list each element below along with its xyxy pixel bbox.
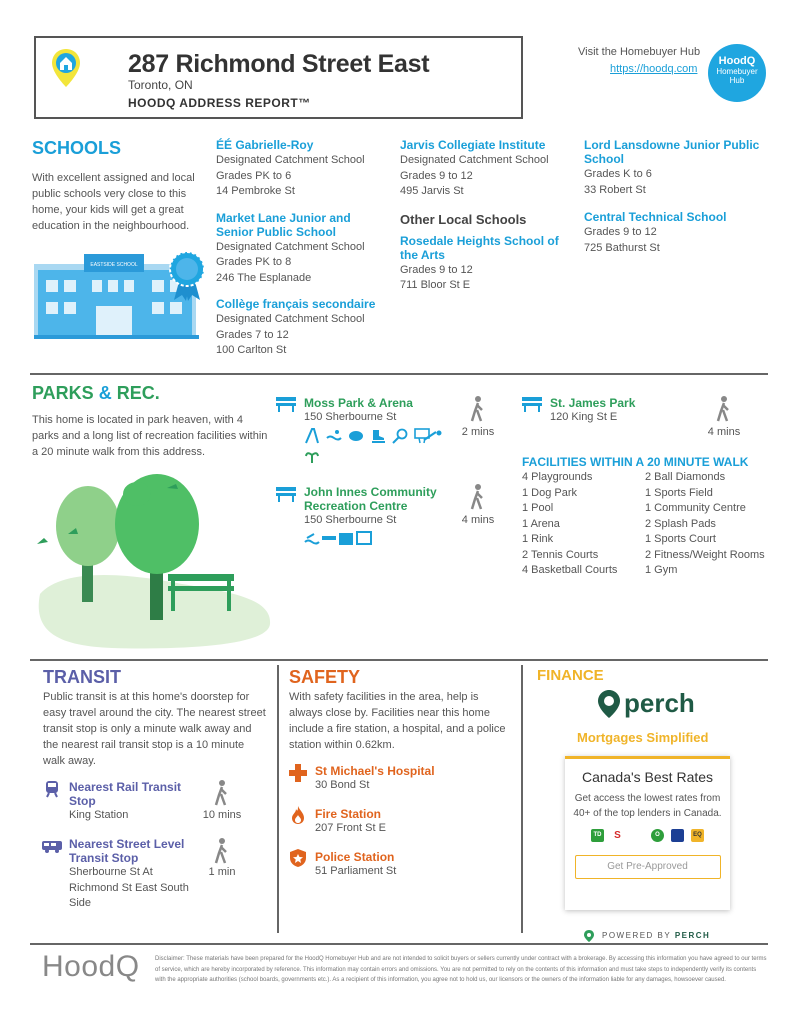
school-name[interactable]: Rosedale Heights School of the Arts bbox=[400, 233, 559, 262]
swim-icon bbox=[304, 530, 320, 546]
baseball-icon bbox=[422, 428, 444, 444]
facility-item: 2 Tennis Courts bbox=[522, 548, 599, 561]
school-grades: Grades 7 to 12 bbox=[216, 328, 289, 341]
transit-stop-name[interactable]: Nearest Rail Transit Stop bbox=[69, 780, 182, 808]
safety-place-name[interactable]: St Michael's Hospital bbox=[315, 764, 435, 778]
td-logo-icon: TD bbox=[591, 829, 604, 842]
facility-item: 1 Gym bbox=[645, 564, 678, 576]
hub-badge-line2: Homebuyer bbox=[716, 67, 758, 76]
community-centre-icon bbox=[338, 530, 354, 546]
park-bench-icon bbox=[276, 486, 296, 502]
walking-person-icon bbox=[470, 396, 486, 422]
school-address: 33 Robert St bbox=[584, 183, 646, 196]
walk-time: 2 mins bbox=[461, 426, 495, 438]
school-grades: Grades PK to 8 bbox=[216, 256, 292, 268]
school-entry bbox=[216, 211, 391, 287]
lender-logos bbox=[565, 829, 730, 842]
powered-brand: PERCH bbox=[674, 931, 711, 940]
safety-place-name[interactable]: Fire Station bbox=[315, 807, 382, 821]
police-badge-icon bbox=[290, 849, 306, 867]
school-address: 711 Bloor St E bbox=[400, 279, 471, 291]
walk-time: 4 mins bbox=[461, 514, 495, 526]
park-facility-icons bbox=[304, 530, 374, 546]
skate-icon bbox=[370, 428, 386, 444]
facility-item: 1 Community Centre bbox=[645, 502, 746, 514]
eq-bank-logo-icon: EQ bbox=[691, 829, 704, 842]
park-name[interactable]: St. James Park bbox=[550, 396, 636, 410]
school-entry bbox=[216, 138, 391, 200]
footer-divider bbox=[30, 943, 768, 945]
bus-icon bbox=[42, 840, 62, 854]
finance-tagline: Mortgages Simplified bbox=[577, 730, 709, 745]
park-address: 150 Sherbourne St bbox=[304, 514, 397, 526]
transit-stop-address: King Station bbox=[69, 809, 129, 821]
schools-column-1 bbox=[216, 138, 391, 359]
rates-card-description: Get access the lowest rates from 40+ of the top lenders in Canada. bbox=[573, 793, 722, 819]
powered-by-perch bbox=[602, 931, 710, 940]
school-designation: Designated Catchment School bbox=[216, 313, 365, 325]
facility-item: 4 Basketball Courts bbox=[522, 564, 618, 576]
transit-stop-name[interactable]: Nearest Street Level Transit Stop bbox=[69, 837, 185, 865]
desjardins-logo-icon: O bbox=[651, 829, 664, 842]
facility-item: 1 Rink bbox=[522, 533, 554, 545]
school-designation: Designated Catchment School bbox=[216, 154, 365, 166]
walking-person-icon bbox=[716, 396, 732, 422]
school-entry bbox=[400, 138, 570, 200]
facility-item: 2 Splash Pads bbox=[645, 517, 716, 530]
hospital-cross-icon bbox=[289, 764, 307, 782]
facilities-list-2 bbox=[645, 470, 765, 579]
school-grades: Grades 9 to 12 bbox=[400, 169, 473, 182]
homebuyer-hub-badge[interactable] bbox=[708, 44, 766, 102]
parks-description: This home is located in park heaven, with 4 parks and a long list of recreation facilities within a 20 minute walk from this address. bbox=[32, 414, 268, 458]
park-name[interactable]: Moss Park & Arena bbox=[304, 396, 413, 410]
rates-card-title: Canada's Best Rates bbox=[581, 769, 714, 785]
park-name[interactable]: John Innes Community Recreation Centre bbox=[304, 485, 437, 513]
playground-icon bbox=[304, 428, 320, 444]
award-ribbon-icon bbox=[168, 250, 206, 302]
transit-description: Public transit is at this home's doorstep for easy travel around the city. The nearest street transit stop is only a minute walk away and the nearest rail transit stop is a 10 minute walk away. bbox=[43, 691, 266, 767]
walk-time: 4 mins bbox=[707, 426, 741, 438]
walking-person-icon bbox=[214, 780, 230, 806]
school-designation: Designated Catchment School bbox=[216, 240, 365, 253]
transit-stop-address: Sherbourne St At Richmond St East South Side bbox=[69, 866, 189, 909]
arena-icon bbox=[348, 428, 364, 444]
park-trees-illustration bbox=[32, 474, 277, 650]
perch-small-pin-icon bbox=[584, 930, 594, 942]
school-name[interactable]: Market Lane Junior and Senior Public School bbox=[216, 210, 351, 239]
safety-place-address: 30 Bond St bbox=[315, 779, 370, 791]
hub-link[interactable]: https://hoodq.com bbox=[610, 63, 698, 75]
facility-item: 1 Pool bbox=[522, 502, 554, 514]
schools-column-2 bbox=[400, 138, 570, 294]
section-divider bbox=[30, 659, 768, 661]
fire-icon bbox=[291, 806, 305, 824]
finance-title: FINANCE bbox=[537, 667, 604, 684]
splash-pad-icon bbox=[304, 448, 320, 464]
tennis-icon bbox=[392, 428, 408, 444]
facility-item: 1 Sports Court bbox=[645, 533, 716, 545]
schools-column-3 bbox=[584, 138, 764, 256]
safety-title: SAFETY bbox=[289, 667, 361, 687]
facilities-title: FACILITIES WITHIN A 20 MINUTE WALK bbox=[522, 455, 749, 469]
perch-rates-card bbox=[565, 756, 730, 910]
school-grades: Grades K to 6 bbox=[584, 168, 652, 180]
safety-place-address: 51 Parliament St bbox=[315, 865, 397, 877]
school-name[interactable]: Collège français secondaire bbox=[216, 297, 376, 311]
facility-item: 4 Playgrounds bbox=[522, 471, 593, 483]
schools-description: With excellent assigned and local public schools very close to this home, your kids will get a great education in the neighbourhood. bbox=[32, 172, 195, 232]
school-grades: Grades PK to 6 bbox=[216, 169, 292, 182]
safety-place-address: 207 Front St E bbox=[315, 822, 386, 834]
school-name[interactable]: Central Technical School bbox=[584, 210, 727, 224]
school-grades: Grades 9 to 12 bbox=[400, 263, 473, 276]
hoodq-logo[interactable]: HoodQ bbox=[42, 950, 140, 983]
school-entry bbox=[216, 297, 391, 359]
facility-item: 2 Ball Diamonds bbox=[645, 471, 726, 483]
property-city: Toronto, ON bbox=[128, 78, 193, 92]
facility-item: 2 Fitness/Weight Rooms bbox=[645, 548, 765, 561]
parks-title-part2: REC. bbox=[116, 383, 160, 403]
school-name[interactable]: Jarvis Collegiate Institute bbox=[400, 138, 546, 152]
disclaimer-text: Disclaimer: These materials have been prepared for the HoodQ Homebuyer Hub and are not intended to solicit buyers or sellers currently under contract with a brokerage. By accessing this information you have agreed to our terms of service, which are hereby incorporated by reference. This information may contain errors and omissions. You are not permitted to rely on the contents of this information and must take steps to independently verify its contents with the appropriate authorities (school boards, governments etc.). As a recipient of this information, you agree not to hold us, our licensors or the owners of the information liable for any damages, howsoever caused. bbox=[155, 956, 767, 983]
park-address: 150 Sherbourne St bbox=[304, 411, 397, 423]
bmo-logo-icon bbox=[671, 829, 684, 842]
facilities-list-1 bbox=[522, 470, 617, 579]
school-address: 100 Carlton St bbox=[216, 344, 287, 356]
column-divider bbox=[277, 665, 279, 933]
safety-place-name[interactable]: Police Station bbox=[315, 850, 395, 864]
school-entry bbox=[400, 234, 570, 294]
hub-badge-brand: HoodQ bbox=[718, 55, 756, 67]
powered-label: POWERED BY bbox=[602, 931, 672, 940]
fitness-icon bbox=[322, 530, 336, 546]
home-pin-icon bbox=[50, 48, 82, 88]
parks-title-amp: & bbox=[93, 383, 117, 403]
facility-item: 1 Arena bbox=[522, 517, 560, 530]
transit-title: TRANSIT bbox=[43, 667, 121, 687]
facility-item: 1 Sports Field bbox=[645, 486, 713, 499]
gym-icon bbox=[356, 530, 372, 546]
park-address: 120 King St E bbox=[550, 411, 618, 423]
safety-description: With safety facilities in the area, help is always close by. Facilities near this home include a fire station, a hospital, and a police station within 0.62km. bbox=[289, 691, 506, 751]
park-bench-icon bbox=[276, 396, 296, 412]
schools-title: SCHOOLS bbox=[32, 138, 122, 158]
perch-brand: perch bbox=[624, 688, 695, 718]
school-sign-text: EASTSIDE SCHOOL bbox=[90, 262, 138, 268]
hub-badge-line3: Hub bbox=[729, 76, 745, 85]
column-divider bbox=[521, 665, 523, 933]
school-address: 246 The Esplanade bbox=[216, 271, 312, 284]
walking-person-icon bbox=[470, 484, 486, 510]
report-title: HOODQ ADDRESS REPORT™ bbox=[128, 96, 311, 110]
cibc-logo-icon bbox=[631, 829, 644, 842]
school-designation: Designated Catchment School bbox=[400, 154, 549, 166]
scotiabank-logo-icon: S bbox=[611, 829, 624, 842]
get-pre-approved-button[interactable]: Get Pre-Approved bbox=[575, 855, 721, 879]
school-address: 14 Pembroke St bbox=[216, 185, 295, 197]
school-name[interactable]: ÉÉ Gabrielle-Roy bbox=[216, 138, 314, 152]
facility-item: 1 Dog Park bbox=[522, 486, 578, 499]
walking-person-icon bbox=[214, 838, 230, 864]
section-divider bbox=[30, 373, 768, 375]
property-address: 287 Richmond Street East bbox=[128, 50, 430, 78]
walk-time: 1 min bbox=[208, 866, 236, 878]
parks-title-part1: PARKS bbox=[32, 383, 94, 403]
park-facility-icons bbox=[304, 428, 444, 464]
pool-icon bbox=[326, 428, 342, 444]
school-entry bbox=[584, 210, 764, 256]
train-icon bbox=[44, 780, 60, 798]
parks-title bbox=[32, 383, 160, 404]
school-grades: Grades 9 to 12 bbox=[584, 226, 657, 238]
school-address: 495 Jarvis St bbox=[400, 185, 464, 197]
school-address: 725 Bathurst St bbox=[584, 241, 660, 254]
park-bench-icon bbox=[522, 396, 542, 412]
other-schools-heading: Other Local Schools bbox=[400, 211, 527, 227]
visit-hub-text: Visit the Homebuyer Hub bbox=[578, 46, 701, 58]
school-entry bbox=[584, 138, 764, 198]
walk-time: 10 mins bbox=[202, 809, 242, 821]
perch-logo-icon bbox=[598, 690, 620, 718]
school-name[interactable]: Lord Lansdowne Junior Public School bbox=[584, 138, 760, 166]
